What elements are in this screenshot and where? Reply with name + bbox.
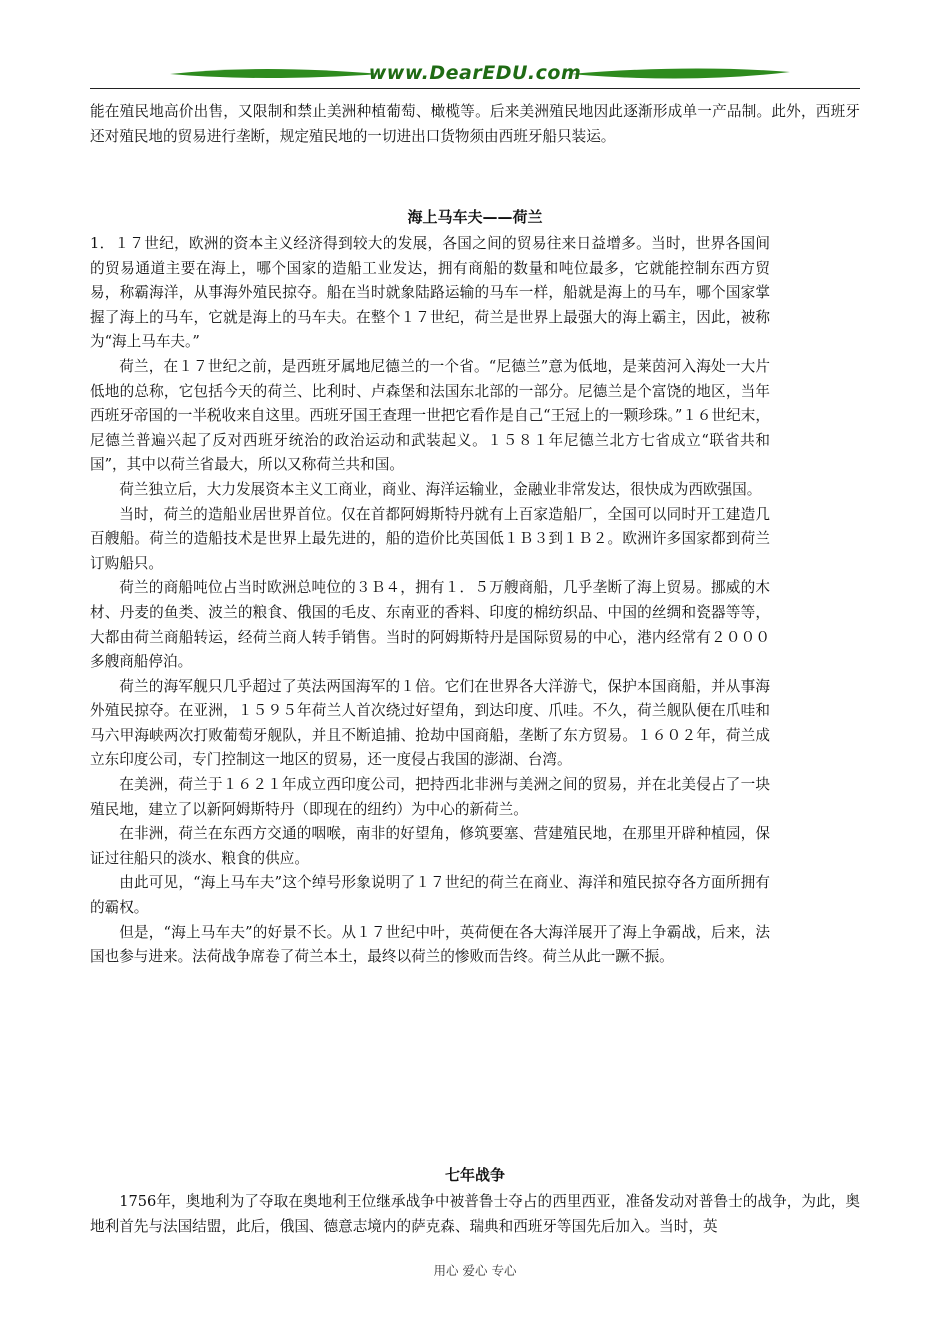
intro-paragraph: 能在殖民地高价出售，又限制和禁止美洲种植葡萄、橄榄等。后来美洲殖民地因此逐渐形成单一产品制。此外，西班牙还对殖民地的贸易进行垄断，规定殖民地的一切进出口货物须由西班牙船只装运。 <box>90 103 860 145</box>
holland-paragraph: 当时，荷兰的造船业居世界首位。仅在首都阿姆斯特丹就有上百家造船厂，全国可以同时开工建造几百艘船。荷兰的造船技术是世界上最先进的，船的造价比英国低１Ｂ３到１Ｂ２。欧洲许多国家都到荷兰订购船只。 <box>90 505 770 572</box>
seven-years-war-paragraph: 1756年，奥地利为了夺取在奥地利王位继承战争中被普鲁士夺占的西里西亚，准备发动对普鲁士的战争，为此，奥地利首先与法国结盟，此后，俄国、德意志境内的萨克森、瑞典和西班牙等国先后加入。当时，英 <box>90 1193 860 1235</box>
holland-paragraph: 荷兰独立后，大力发展资本主义工商业，商业、海洋运输业，金融业非常发达，很快成为西欧强国。 <box>119 480 762 498</box>
holland-paragraph: 荷兰的海军舰只几乎超过了英法两国海军的１倍。它们在世界各大洋游弋，保护本国商船，并从事海外殖民掠夺。在亚洲，１５９５年荷兰人首次绕过好望角，到达印度、爪哇。不久，荷兰舰队便在爪哇和马六甲海峡两次打败葡萄牙舰队，并且不断追捕、抢劫中国商船，垄断了东方贸易。１６０２年，荷兰成立东印度公司，专门控制这一地区的贸易，还一度侵占我国的澎湖、台湾。 <box>90 677 770 769</box>
holland-paragraph: 荷兰的商船吨位占当时欧洲总吨位的３Ｂ４，拥有１．５万艘商船，几乎垄断了海上贸易。挪威的木材、丹麦的鱼类、波兰的粮食、俄国的毛皮、东南亚的香料、印度的棉纺织品、中国的丝绸和瓷器等等，大都由荷兰商船转运，经荷兰商人转手销售。当时的阿姆斯特丹是国际贸易的中心，港内经常有２０００多艘商船停泊。 <box>90 579 770 671</box>
site-header <box>90 60 860 90</box>
holland-paragraph: 1．１７世纪，欧洲的资本主义经济得到较大的发展，各国之间的贸易往来日益增多。当时，世界各国间的贸易通道主要在海上，哪个国家的造船工业发达，拥有商船的数量和吨位最多，它就能控制东西方贸易，称霸海洋，从事海外殖民掠夺。船在当时就象陆路运输的马车一样，船就是海上的马车，哪个国家掌握了海上的马车，它就是海上的马车夫。在整个１７世纪，荷兰是世界上最强大的海上霸主，因此，被称为“海上马车夫。” <box>90 235 770 351</box>
section-title-seven-years-war: 七年战争 <box>444 1166 505 1184</box>
section-title-holland: 海上马车夫——荷兰 <box>407 208 543 226</box>
page-footer: 用心 爱心 专心 <box>433 1263 517 1278</box>
site-logo[interactable]: www.DearEDU.com <box>368 62 582 84</box>
header-divider <box>90 88 860 89</box>
holland-paragraph: 在非洲，荷兰在东西方交通的咽喉，南非的好望角，修筑要塞、营建殖民地，在那里开辟种植园，保证过往船只的淡水、粮食的供应。 <box>90 825 770 867</box>
holland-body <box>90 232 770 970</box>
holland-paragraph: 由此可见，“海上马车夫”这个绰号形象说明了１７世纪的荷兰在商业、海洋和殖民掠夺各方面所拥有的霸权。 <box>90 874 770 917</box>
holland-paragraph: 在美洲，荷兰于１６２１年成立西印度公司，把持西北非洲与美洲之间的贸易，并在北美侵占了一块殖民地，建立了以新阿姆斯特丹（即现在的纽约）为中心的新荷兰。 <box>90 776 770 818</box>
holland-paragraph: 但是，“海上马车夫”的好景不长。从１７世纪中叶，英荷便在各大海洋展开了海上争霸战，后来，法国也参与进来。法荷战争席卷了荷兰本土，最终以荷兰的惨败而告终。荷兰从此一蹶不振。 <box>90 923 770 966</box>
holland-paragraph: 荷兰，在１７世纪之前，是西班牙属地尼德兰的一个省。“尼德兰”意为低地，是莱茵河入海处一大片低地的总称，它包括今天的荷兰、比利时、卢森堡和法国东北部的一部分。尼德兰是个富饶的地区，当年西班牙帝国的一半税收来自这里。西班牙国王查理一世把它看作是自己“王冠上的一颗珍珠。”１６世纪末，尼德兰普遍兴起了反对西班牙统治的政治运动和武装起义。１５８１年尼德兰北方七省成立“联省共和国”，其中以荷兰省最大，所以又称荷兰共和国。 <box>90 357 770 474</box>
